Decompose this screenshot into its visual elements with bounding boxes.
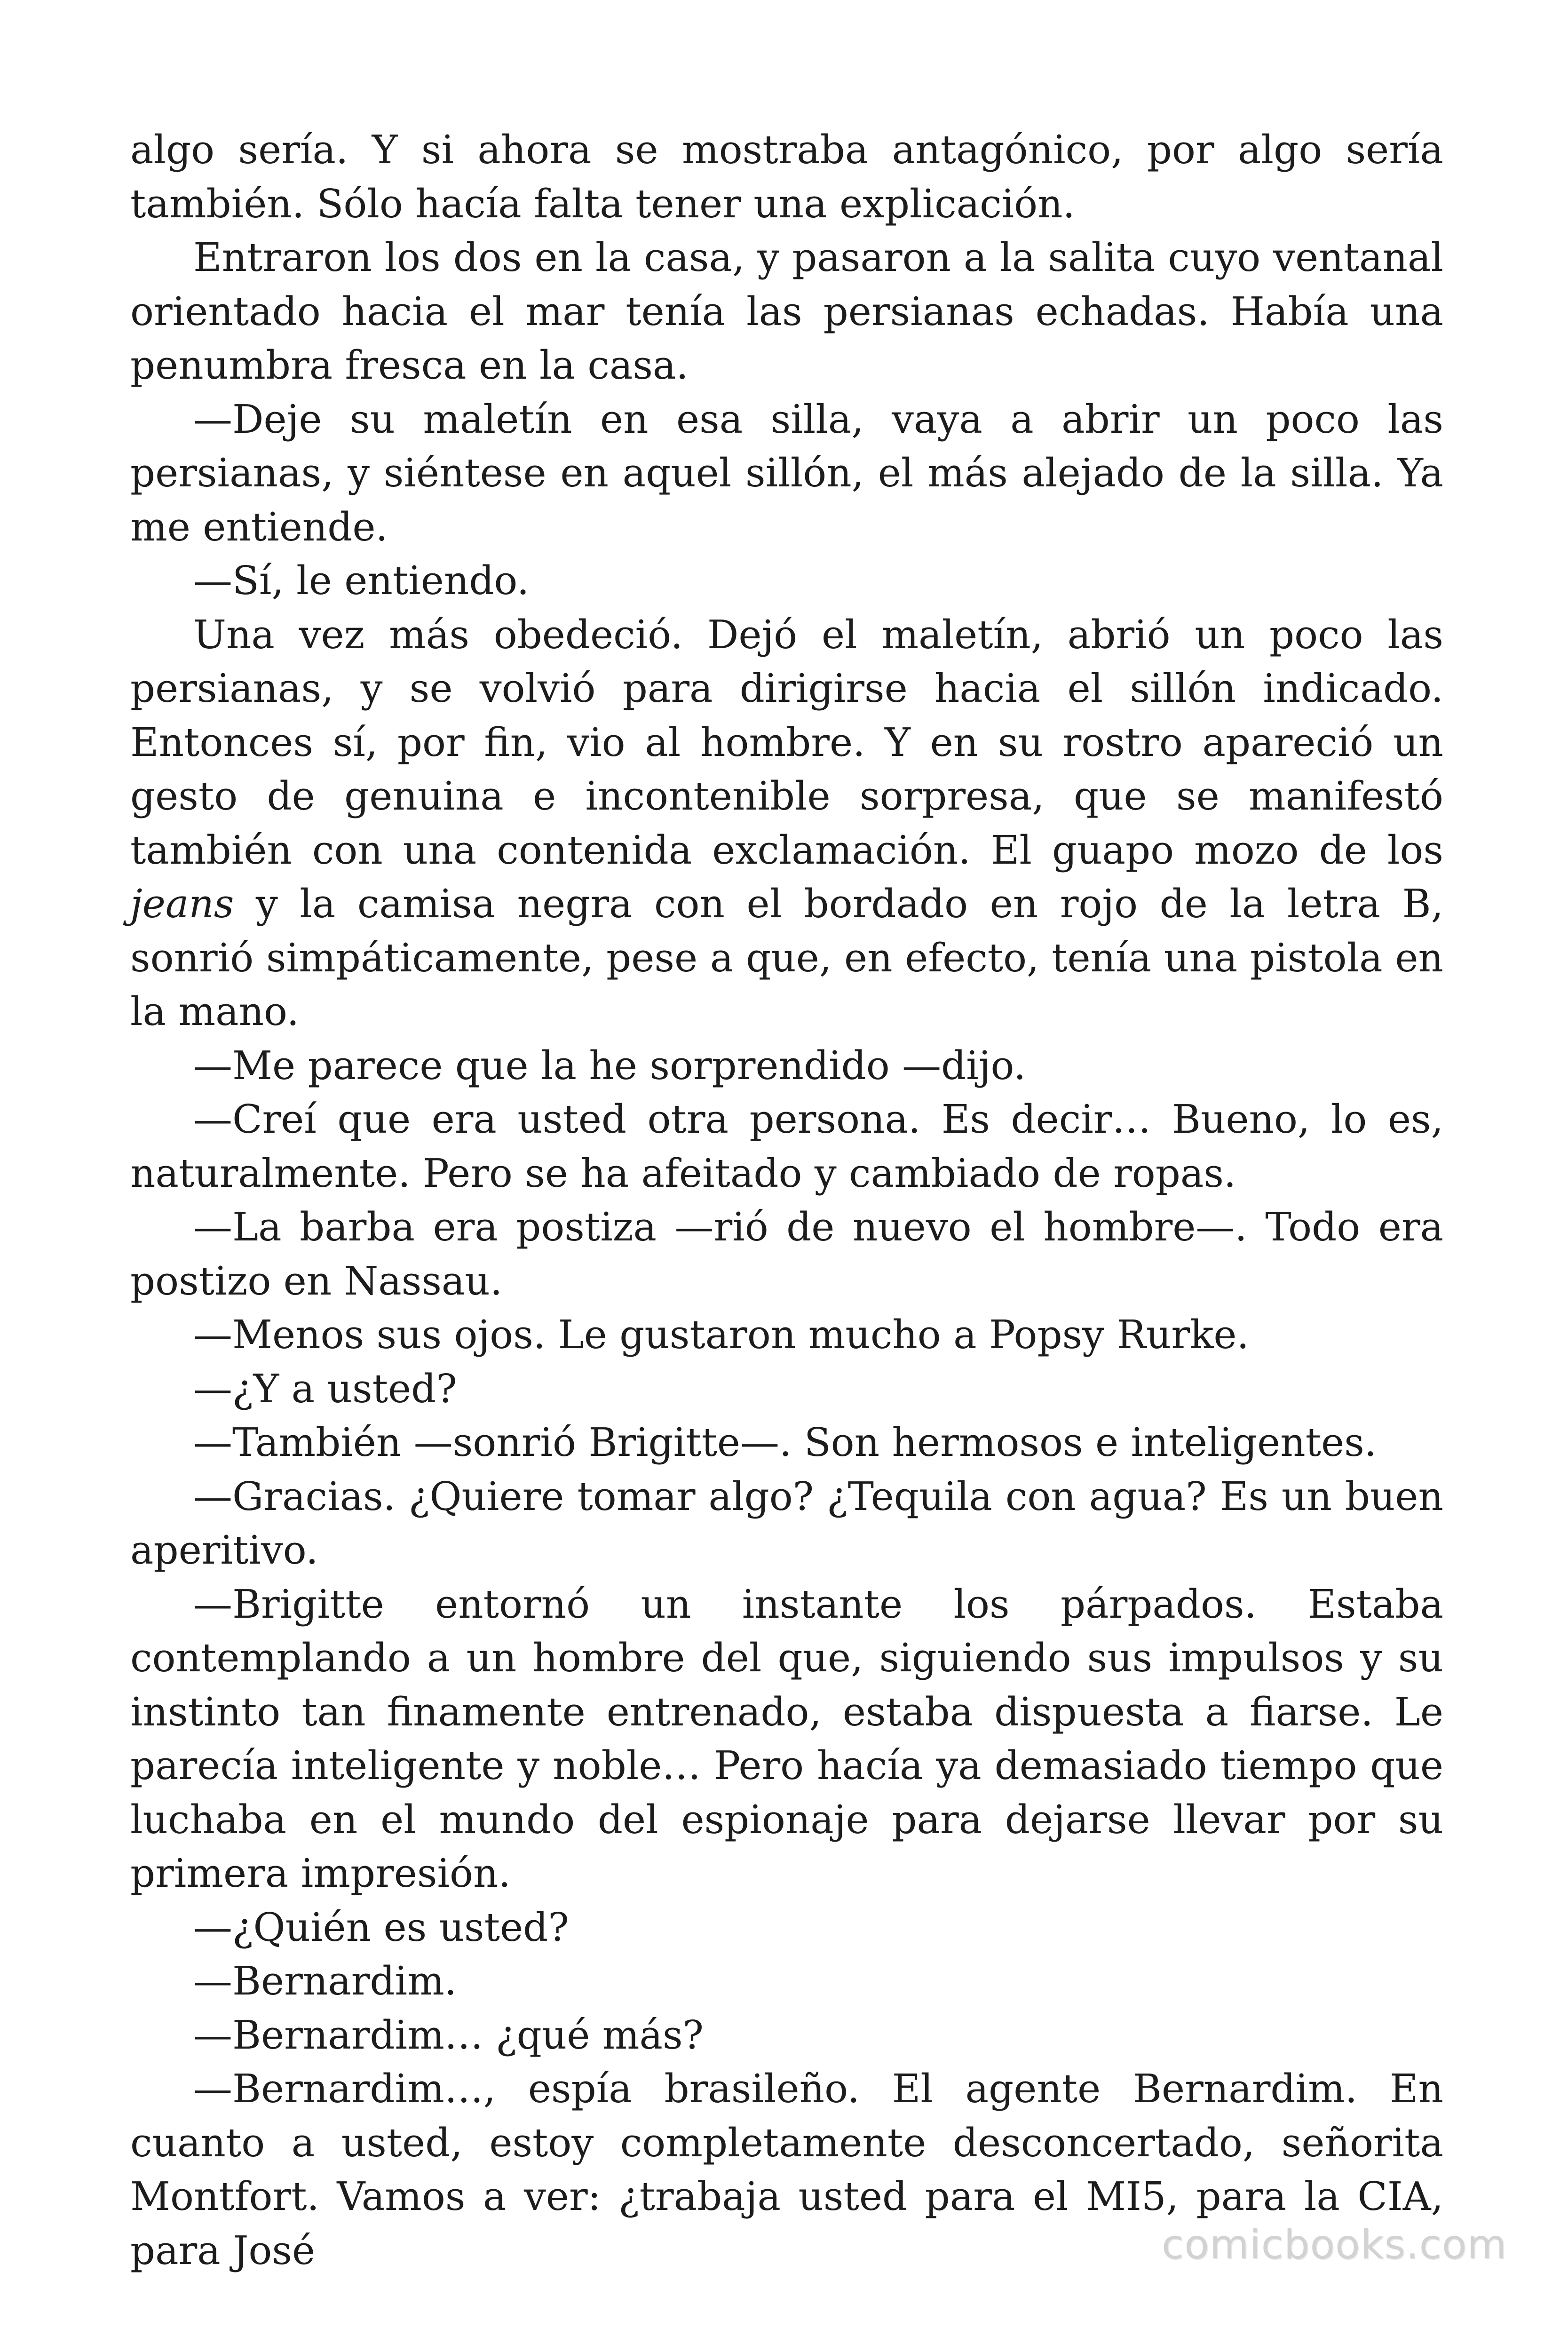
text-run: —Bernardim…, espía brasileño. El agente Bernardim. En cuanto a usted, estoy completamente desconcertado, señorita Montfort. Vamos a ver: ¿trabaja usted para el MI5, para la CIA, para José	[130, 2066, 1443, 2273]
text-run: y la camisa negra con el bordado en rojo de la letra B, sonrió simpáticamente, pese a que, en efecto, tenía una pistola en la mano.	[130, 881, 1443, 1034]
text-run: —Sí, le entiendo.	[193, 558, 530, 604]
paragraph	[130, 1093, 1443, 1200]
paragraph	[130, 1470, 1443, 1578]
text-run: —Menos sus ojos. Le gustaron mucho a Popsy Rurke.	[193, 1312, 1249, 1358]
paragraph	[130, 231, 1443, 393]
text-run: —¿Y a usted?	[193, 1366, 457, 1412]
text-run: Una vez más obedeció. Dejó el maletín, abrió un poco las persianas, y se volvió para dirigirse hacia el sillón indicado. Entonces sí, por fin, vio al hombre. Y en su rostro apareció un gesto de genuina e incontenible sorpresa, que se manifestó también con una contenida exclamación. El guapo mozo de los	[130, 612, 1443, 873]
paragraph	[130, 608, 1443, 1039]
text-run: —La barba era postiza —rió de nuevo el hombre—. Todo era postizo en Nassau.	[130, 1204, 1443, 1304]
text-run: —Bernardim… ¿qué más?	[193, 2012, 704, 2058]
text-run: —Me parece que la he sorprendido —dijo.	[193, 1042, 1026, 1089]
text-run: —Brigitte entornó un instante los párpados. Estaba contemplando a un hombre del que, siguiendo sus impulsos y su instinto tan finamente entrenado, estaba dispuesta a fiarse. Le parecía inteligente y noble… Pero hacía ya demasiado tiempo que luchaba en el mundo del espionaje para dejarse llevar por su primera impresión.	[130, 1581, 1443, 1896]
paragraph	[130, 1901, 1443, 1955]
text-run: —Gracias. ¿Quiere tomar algo? ¿Tequila con agua? Es un buen aperitivo.	[130, 1473, 1443, 1573]
text-run: —Creí que era usted otra persona. Es decir… Bueno, lo es, naturalmente. Pero se ha afeitado y cambiado de ropas.	[130, 1097, 1443, 1196]
text-run: —Deje su maletín en esa silla, vaya a abrir un poco las persianas, y siéntese en aquel sillón, el más alejado de la silla. Ya me entiende.	[130, 396, 1443, 550]
text-run: —También —sonrió Brigitte—. Son hermosos e inteligentes.	[193, 1420, 1377, 1465]
paragraph	[130, 554, 1443, 608]
paragraph	[130, 1362, 1443, 1416]
paragraph	[130, 2009, 1443, 2063]
paragraph	[130, 1039, 1443, 1093]
paragraph	[130, 123, 1443, 231]
text-run: —¿Quién es usted?	[193, 1904, 569, 1950]
italic-text-run: jeans	[130, 881, 234, 927]
paragraph	[130, 1200, 1443, 1308]
paragraph	[130, 1416, 1443, 1470]
text-run: Entraron los dos en la casa, y pasaron a la salita cuyo ventanal orientado hacia el mar tenía las persianas echadas. Había una penumbra fresca en la casa.	[130, 235, 1443, 388]
book-page-text	[130, 123, 1443, 2278]
text-run: algo sería. Y si ahora se mostraba antagónico, por algo sería también. Sólo hacía falta tener una explicación.	[130, 127, 1443, 227]
watermark: comicbooks.com	[1162, 2221, 1507, 2268]
paragraph	[130, 1955, 1443, 2009]
paragraph	[130, 1578, 1443, 1901]
paragraph	[130, 393, 1443, 555]
text-run: —Bernardim.	[193, 1958, 457, 2004]
paragraph	[130, 1308, 1443, 1362]
